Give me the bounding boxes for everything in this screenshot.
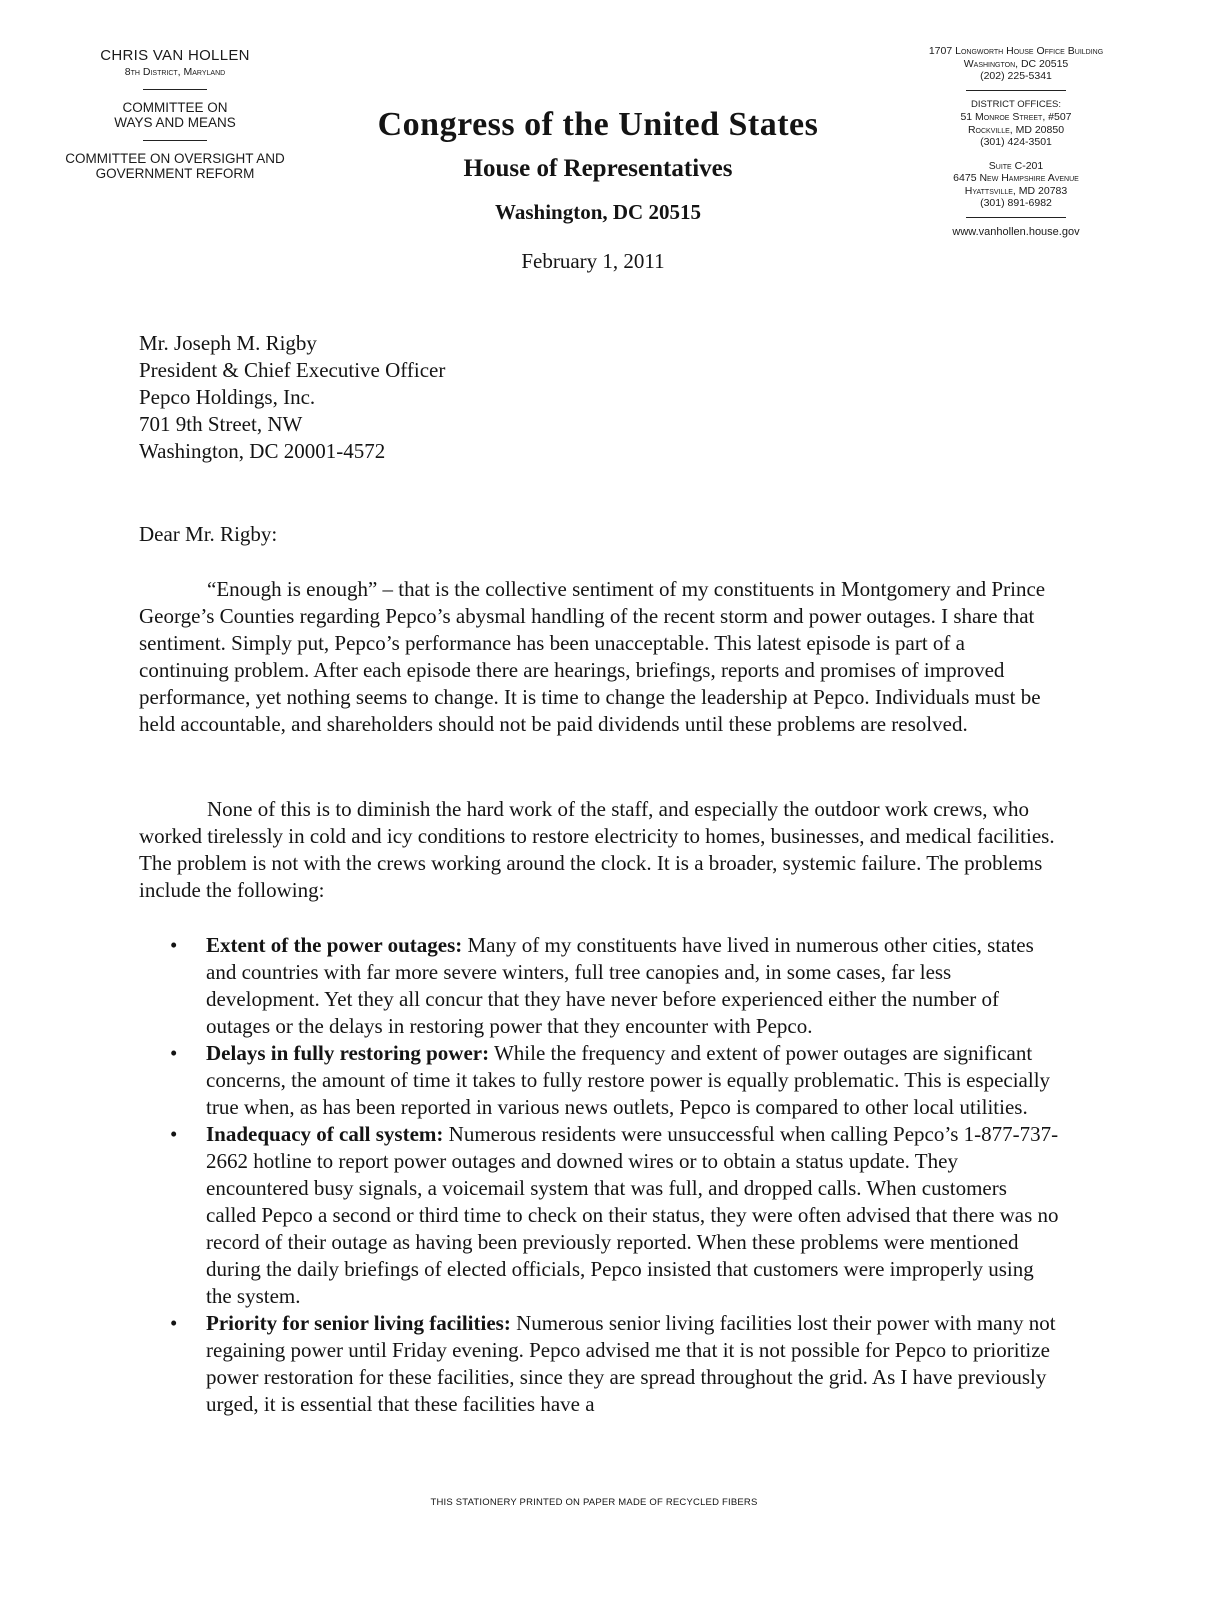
issue-text: Many of my constituents have lived in numerous other cities, states and countries with far more severe winters, full tree canopies and, in some cases, far less development. Yet they all concur that they have never before experienced either the number of outages or the delays in restoring power that they encounter with Pepco. [206, 933, 1034, 1038]
paragraph-text: “Enough is enough” – that is the collective sentiment of my constituents in Montgomery and Prince George’s Counties regarding Pepco’s abysmal handling of the recent storm and power outages. I share that sentiment. Simply put, Pepco’s performance has been unacceptable. This latest episode is part of a continuing problem. After each episode there are hearings, briefings, reports and promises of improved performance, yet nothing seems to change. It is time to change the leadership at Pepco. Individuals must be held accountable, and shareholders should not be paid dividends until these problems are resolved. [139, 577, 1046, 736]
letterhead-left [44, 47, 306, 181]
house-title: House of Representatives [463, 155, 733, 182]
committee-2-line-1: COMMITTEE ON OVERSIGHT AND [65, 151, 285, 166]
issue-heading: Priority for senior living facilities: [206, 1311, 511, 1335]
recipient-address [139, 330, 445, 465]
letterhead-right [893, 45, 1139, 238]
committee-2-line-2: GOVERNMENT REFORM [95, 166, 255, 181]
office1-phone: (301) 424-3501 [980, 136, 1052, 148]
bullet-icon: • [170, 1122, 178, 1146]
recipient-title: President & Chief Executive Officer [139, 358, 446, 382]
recipient-city: Washington, DC 20001-4572 [139, 439, 386, 463]
bullet-icon: • [170, 1311, 178, 1335]
office1-line: 51 Monroe Street, #507 [960, 111, 1072, 123]
divider [966, 90, 1066, 91]
list-item [139, 932, 1059, 1040]
dc-office-phone: (202) 225-5341 [980, 70, 1052, 82]
issue-text: While the frequency and extent of power outages are significant concerns, the amount of time it takes to fully restore power is equally problematic. This is especially true when, as has been reported in various news outlets, Pepco is compared to other local utilities. [206, 1041, 1051, 1119]
paragraph-text: None of this is to diminish the hard work of the staff, and especially the outdoor work crews, who worked tirelessly in cold and icy conditions to restore electricity to homes, businesses, and medical facilities. The problem is not with the crews working around the clock. It is a broader, systemic failure. The problems include the following: [139, 797, 1055, 902]
recipient-company: Pepco Holdings, Inc. [139, 385, 316, 409]
divider [143, 89, 207, 90]
committee-1-line-2: WAYS AND MEANS [114, 115, 236, 130]
dc-office-line: 1707 Longworth House Office Building [928, 45, 1104, 57]
list-item [139, 1121, 1059, 1310]
list-item [139, 1040, 1059, 1121]
issue-heading: Extent of the power outages: [206, 933, 463, 957]
issue-text: Numerous residents were unsuccessful when calling Pepco’s 1-877-737-2662 hotline to report power outages and downed wires or to obtain a status update. They encountered busy signals, a voicemail system that was full, and dropped calls. When customers called Pepco a second or third time to check on their status, they were often advised that there was no record of their outage as having been previously reported. When these problems were mentioned during the daily briefings of elected officials, Pepco insisted that customers were improperly using the system. [206, 1122, 1059, 1308]
issue-text: Numerous senior living facilities lost their power with many not regaining power until Friday evening. Pepco advised me that it is not possible for Pepco to prioritize power restoration for these facilities, since they are spread throughout the grid. As I have previously urged, it is essential that these facilities have a [206, 1311, 1056, 1416]
dc-office-line: Washington, DC 20515 [963, 57, 1069, 70]
recipient-street: 701 9th Street, NW [139, 412, 303, 436]
committee-1-line-1: COMMITTEE ON [122, 100, 228, 115]
office2-line: Hyattsville, MD 20783 [964, 184, 1068, 197]
letterhead-city: Washington, DC 20515 [495, 200, 701, 224]
divider [143, 140, 207, 141]
congress-title: Congress of the United States [377, 106, 819, 143]
bullet-icon: • [170, 1041, 178, 1065]
website-link[interactable]: www.vanhollen.house.gov [952, 225, 1080, 238]
issue-heading: Inadequacy of call system: [206, 1122, 444, 1146]
paragraph [139, 576, 1059, 738]
divider [966, 217, 1066, 218]
district-label: 8th District, Maryland [124, 66, 226, 78]
salutation: Dear Mr. Rigby: [139, 522, 278, 546]
letterhead-center [360, 103, 836, 227]
issues-list [139, 932, 1059, 1418]
letter-date: February 1, 2011 [521, 249, 665, 273]
stationery-footer: THIS STATIONERY PRINTED ON PAPER MADE OF RECYCLED FIBERS [430, 1497, 758, 1508]
list-item [139, 1310, 1059, 1418]
district-offices-label: DISTRICT OFFICES: [970, 98, 1062, 110]
member-name: CHRIS VAN HOLLEN [100, 47, 250, 64]
office2-line: 6475 New Hampshire Avenue [953, 172, 1079, 184]
paragraph [139, 796, 1059, 904]
office1-line: Rockville, MD 20850 [967, 123, 1065, 136]
office2-line: Suite C-201 [988, 159, 1044, 172]
issue-heading: Delays in fully restoring power: [206, 1041, 490, 1065]
bullet-icon: • [170, 933, 178, 957]
recipient-name: Mr. Joseph M. Rigby [139, 331, 317, 355]
office2-phone: (301) 891-6982 [980, 197, 1052, 209]
